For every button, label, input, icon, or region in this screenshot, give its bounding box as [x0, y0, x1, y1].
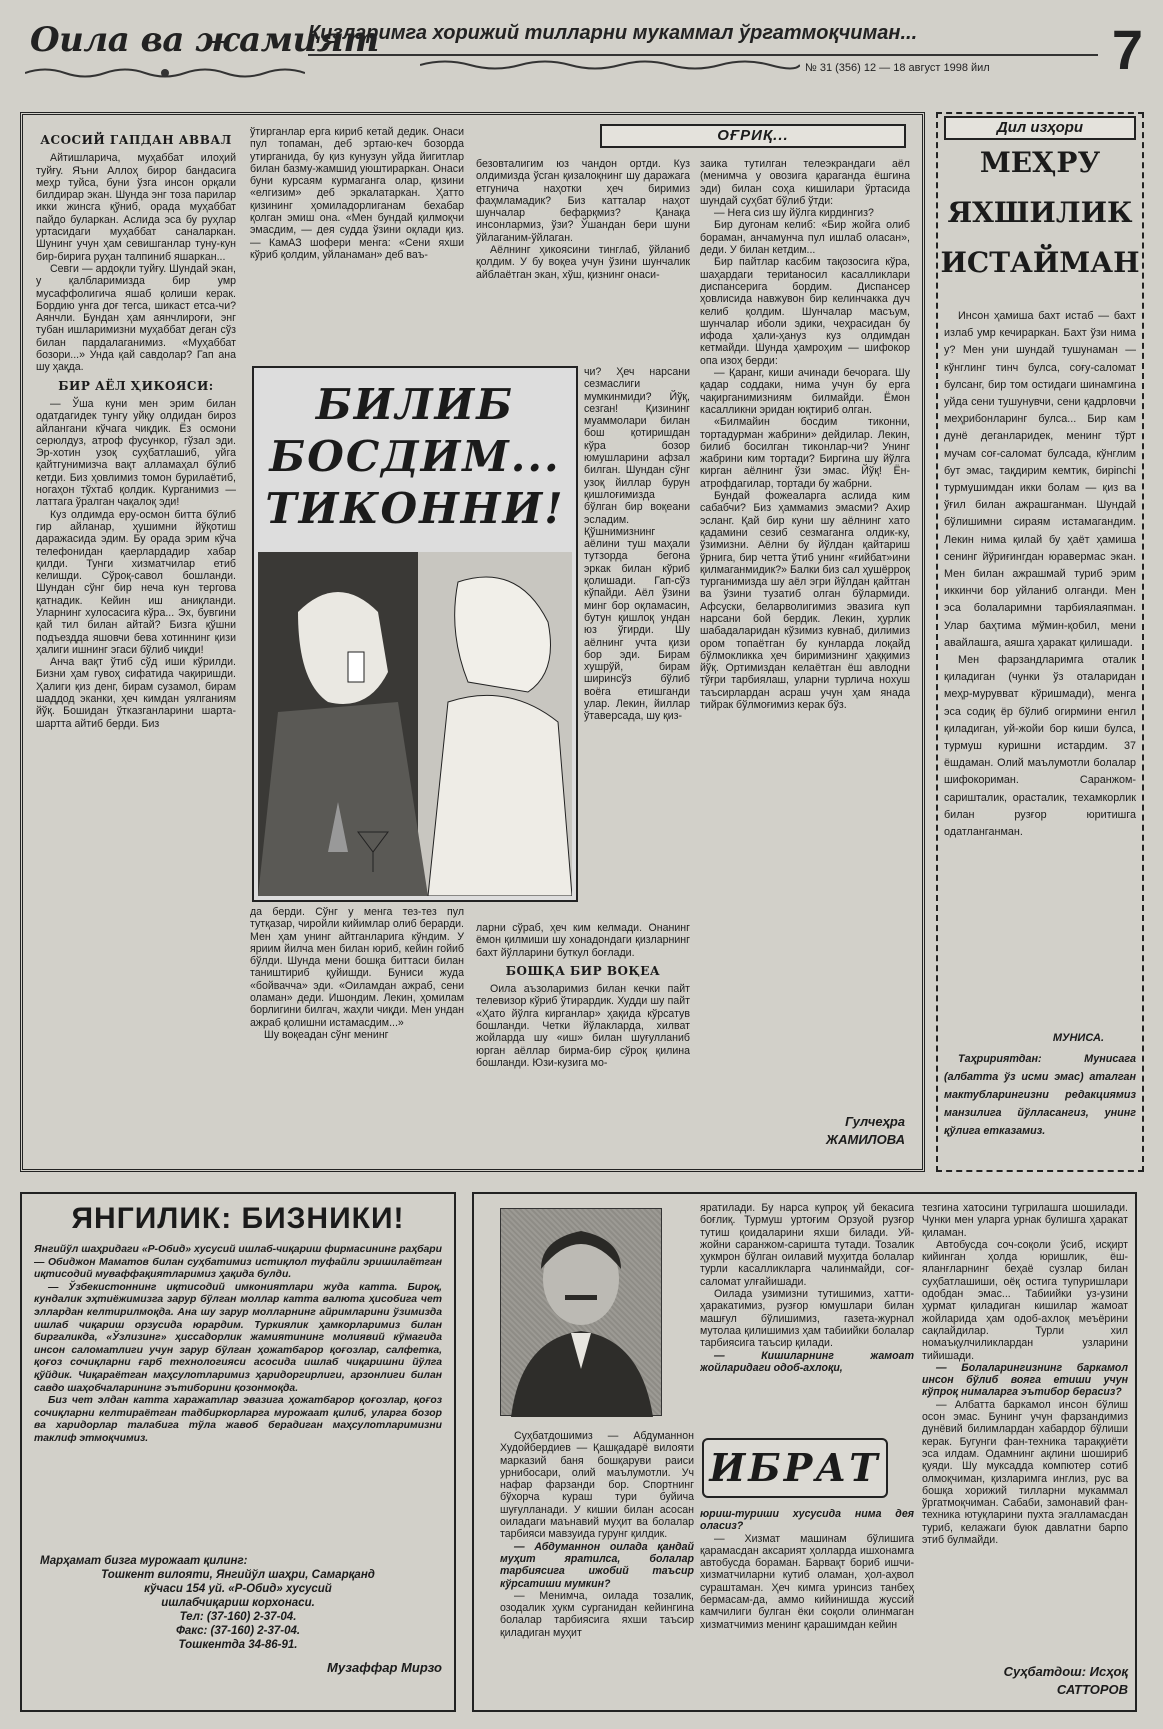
sidebar-label: Дил изҳори [996, 119, 1084, 136]
article1-subheading2: БОШҚА БИР ВОҚЕА [505, 963, 661, 978]
article1-col1 [36, 128, 236, 1168]
article1-col3-narrow-text: чи? Ҳеч нарсани сезмаслиги мумкинмиди? Йўқ, сезган! Қизининг муаммолари билан бош қотиришдан кўра бозор юмушларини афзал билган. Шундан сўнг узоқ йиллар бурун қишлоғимизда бўлган бир воқеани эсладим. Қўшнимизнинг аёлини туш маҳали тутзорда бегона эркак билан кўриб қолишади. Гап-сўз кўпайди. Аёл ўзини минг бор оқламасин, бутун қишлоқ ундан юз ўгирди. Шу аёлнинг учта қизи бор эди. Бирам хушрўй, бирам ширинсўз бўлиб воёга етишганди улар. Лекин, йиллар ўтаверсада, шу қиз- [584, 366, 690, 723]
page-number: 7 [1111, 18, 1144, 81]
issue-line: № 31 (356) 12 — 18 август 1998 йил [805, 62, 990, 74]
ogriq-label-box [600, 124, 906, 148]
article1-p4: Куз олдимда еру-осмон битта бўлиб гир айланар, ҳушимни йўқотиш даражасида эдим. Бу орада эрим кўча телефонидан қаерлардадир хабар қилди. Тунги хизматчилар етиб келишди. Сўроқ-савол бошланди. Шундан сўнг бир неча кун тергова қатнадик. Кейин иш аниқланди. Уларнинг хулосасига кўра... Эх, бувгини қай тил билан айтай? Бизга қўшни подъездда яшовчи бева хотиннинг қизи ҳалиги ишнинг эгаси бўлиб чиқди! [36, 508, 236, 656]
ibrat-label: ИБРАТ [709, 1445, 881, 1490]
ibrat-box [702, 1438, 888, 1498]
interview-q2: — Кишиларнинг жамоат жойларидаги одоб-ахлоқи, [700, 1349, 914, 1374]
ad-contact [34, 1554, 442, 1652]
article1-subheading: БИР АЁЛ ҲИКОЯСИ: [58, 378, 214, 393]
article1-author-last: ЖАМИЛОВА [826, 1132, 905, 1147]
ad-addr3: ишлабчиқариш корхонаси. [161, 1597, 315, 1609]
article1-col2-top [250, 126, 464, 376]
article1-col3-top [476, 158, 690, 362]
article1-heading: АСОСИЙ ГАПДАН АВВАЛ [40, 133, 232, 147]
interview-col3-p3: — Албатта баркамол инсон бўлиш осон эмас. Бунинг учун фарзандимиз дунёвий билимлардан хабардор бўлиши керак. Бугунги фан-техника тараққиёти эса илдам. Одамнинг ақлини шошириб қуяди. Шу муксадда компютер сотиб олмоқчиман, қизларимга инглиз, рус ва бошқа хорижий тилларни мукаммал ўргатмоқчиман. Сабаби, замонавий фан-техника ютуқларини пухта эгалламасдан туриб, келажаги буюк давлатни барпо этиб булмайди. [922, 1398, 1128, 1547]
big-title-line1: БИЛИБ [315, 380, 515, 429]
interview-col2-p2: Оилада узимизни тутишимиз, хатти-ҳаракатимиз, рузғор юмушлари билан машғул бўлишимиз, газета-журнал мутолаа қилишимиз ҳам табиийки болалар тарбиясига таъсир қилади. [700, 1288, 914, 1350]
interview-author-last: САТТОРОВ [1056, 1682, 1128, 1697]
ad-addr2: кўчаси 154 уй. «Р-Обид» хусусий [144, 1583, 332, 1595]
article1-col3-narrow [584, 366, 690, 920]
illustration [258, 552, 572, 896]
article1-col3-bottom-text: ларни сўраб, ҳеч ким келмади. Онанинг ёмон қилмиши шу хонадондаги қизларнинг бахт йўлларини буткул боғлади. [476, 922, 690, 959]
headline: Қизларимга хорижий тилларни мукаммал ўргатмоқчиман... [308, 22, 918, 44]
interview-q3: — Болаларингизнинг баркамол инсон бўлиб вояга етиши учун кўпроқ нималарга эътибор берасиз? [922, 1361, 1128, 1399]
article1-col4-p7: Бундай фожеаларга аслида ким сабабчи? Биз ҳаммамиз эмасми? Ахир эсланг. Қай бир куни шу аёлнинг хато қадамини сезиб сезмаганга олдик-ку, ўзимизни. Аёлни бу йўлдан қайтариш ўрнига, бир четта ўтиб унинг «ғийбат»ини қилмаганмидик?» Балки биз сал ҳушёрроқ турганимизда шу аёл эгри йўлдан қайтган ва ўзини тузатиб олган бўлармиди. Афсуски, беларволигимиз эвазига куп нарсани бой бердик. Лекин, ҳурлик шабадаларидан кўзимиз кувнаб, дилимиз ором топаётган бу кунларда лоқайд бўлмокликка ҳеч биримизнинг ҳаққимиз йўқ. Ортимиздан келаётган ёш авлодни тўғри тарбиялаш, уларни турлича ноxуш таъсирлардан асраш учун ҳам янада тийрак бўлмоғимиз керак бўз. [700, 490, 910, 712]
ad-intro: Янгийўл шаҳридаги «Р-Обид» хусусий ишлаб-чиқариш фирмасининг раҳбари — Обиджон Маматов билан суҳбатимиз истиқлол туфайли эришилаётган иқтисодий муваффақиятларимиз ҳақида булди. [34, 1244, 442, 1281]
article1-col2-top-text: ўтирганлар ерга кириб кетай дедик. Онаси пул топаман, деб эртаю-кеч бозорда утирганида, бу қиз кунузун уйда йигитлар билан базму-жамшид уюштираркан. Онаси буни курсаям курмаганга олар, қизини «елгизим» деб эркалатаркан. Ҳатто қизининг ҳомиладорлиганам бехабар қолган эмиш она. «Мен бундай қилмоқчи эмасдим, — дея судда ўзини оқлади қиз. — КамАЗ шофери менга: «Сени яхши кўриб қолдим, уйланаман» деб ваъ- [250, 126, 464, 261]
article1-col4-p2: — Нега сиз шу йўлга кирдингиз? [714, 207, 874, 220]
ad-contact-heading: Марҳамат бизга мурожаат қилинг: [40, 1555, 248, 1567]
interview-a1: — Менимча, оилада тозалик, озодалик ҳукм сурганидан кейингина болалар тарбиясига яхши таъсир қиладиган муҳит [500, 1589, 694, 1639]
article1-col4-p3: Бир дугонам келиб: «Бир жойга олиб бораман, анчамунча пул ишлаб оласан», деди. У билан кетдим... [700, 219, 910, 257]
interview-col3-p1: тезгина хатосини тугрилашга шошилади. Чунки мен уларга урнак булишга ҳаракат қиламан. [922, 1202, 1128, 1239]
ad-author: Музаффар Мирзо [327, 1660, 442, 1675]
article1-col2-bottom-text: да берди. Сўнг у менга тез-тез пул тутқазар, чиройли кийимлар олиб берарди. Мен ҳам унинг айтганларига кўндим. У яриим йилча мен билан юриб, кейин гойиб бўлди. Шунда мени бошқа биттаси билан таништириб қуйишди. Буниси жуда «бойвачча» эди. «Оиламдан ажраб, сени оламан» деди. Ишондим. Лекин, ҳомилам борлигини билгач, жаҳли чиқди. Мен ундан ажраб қолишни истамасдим...» [250, 906, 464, 1029]
article1-col3-top-text: безовталигим юз чандон ортди. Куз олдимизда ўсган қизалоқнинг шу даражага етгунича наҳотки ҳеч биримиз фаҳмламадик? Биз катталар наҳот шунчалар бефарқмиз? Қанақа инсонлармиз, ўзи? Ўшандан бери шуни ўйлаганим-ўйлаган. [476, 158, 690, 244]
interview-author-first: Суҳбатдош: Исҳоқ [1003, 1664, 1128, 1679]
interview-q1: — Абдуманнон оилада қандай муҳит яратилса, болалар тарбиясига ижобий таъсир кўрсатиши мумкин? [500, 1540, 694, 1590]
sidebar-title-line3: ИСТАЙМАН [940, 246, 1140, 279]
article1-p1: Айтишларича, муҳаббат илоҳий туйғу. Яъни Аллоҳ бирор бандасига меҳр туйса, буни ўзга инсон орқали билдирар экан. Шунда энг тоза парилар икки жинсга қўниб, орада муҳаббат пайдо буларкан. Аслида эса бу руҳлар уртасидаги муҳаббат саналаркан. Шунинг учун ҳам севишганлар туну-кун бир-бирига руҳан талпиниб яшаркан... [36, 152, 236, 263]
interview-col2-p3: — Хизмат машинам бўлишига қарамасдан аксарият ҳолларда ишхонамга автобусда бораман. Барвақт бориб ишчи-хизматчиларни кутиб оламан, ҳол-аҳвол сураштаман. Ҳеч кимга уринсиз танбеҳ бермасам-да, аммо кийинишда жуссий камчилиги булган ёки соқоли олинмаган хизматчимиз менинг қарашимдан кейин [700, 1532, 914, 1631]
article1-col3-bottom [476, 922, 690, 1162]
ad-fax: Факс: (37-160) 2-37-04. [175, 1625, 301, 1637]
article1-col4-p5: — Қаранг, киши ачинади бечорага. Шу қадар соддаки, нима учун бу ерга чақирганимизниям билмайди. Ёмон касалликни эридан юқтириб олган. [700, 367, 910, 416]
ogriq-label: ОҒРИҚ... [717, 127, 789, 144]
big-title-line2: БОСДИМ... [269, 432, 561, 481]
ornament-left-icon [25, 66, 305, 80]
article1-col4-p4: Бир пайтлар касбим тақозосига кўра, шаҳардаги териtаносил касалликлари диспансерига бордим. Диспансер ҳовлисида навжувон бир келинчакка дуч келиб қолдим. Шунчалар масъум, шунчалар иболи эдики, чеҳрасидан бу ифода ҳали-ҳануз куз олдимдан кетмайди. Шунда ҳамроҳим — шифокор опа изоҳ берди: [700, 256, 910, 367]
sidebar-author: МУНИСА. [1052, 1032, 1104, 1044]
article1-col3-p4: Оила аъзоларимиз билан кечки пайт телевизор кўриб ўтирардик. Худди шу пайт «Ҳато йўлга кирганлар» ҳақида кўрсатув бошланди. Четки йўлакларда, хилват жойларда шу «иш» билан шуғулланиб юрган аёллар бирма-бир сўроқ қилина бошланди. Юзи-кузига мо- [476, 983, 690, 1069]
sidebar-p2: Мен фарзандларимга оталик қиладиган (чунки ўз оталаридан меҳр-мурувват кўришмади), менга эса содиқ ёр бўлиб огирмини енгил қиладиган, уй-жойи бор киши булса, турмуш куришни истардим. 37 ёшдаман. Олий маълумотли болалар шифокориман. Саранжом-саришталик, орасталик, теxамкорлик билан рузғор юритишга одатланганман. [944, 654, 1136, 839]
article1-p5: Анча вақт ўтиб сўд иши кўрилди. Бизни ҳам гувоҳ сифатида чақиришди. Ҳалиги қиз денг, бирам сузамол, бирам шаддод эканки, ҳеч кимдан уялганиям йўқ. Бошидан ўтказганларини шарта-шартта айтиб берди. Биз [36, 656, 236, 730]
interview-col3-p2: Автобусда соч-соқоли ўсиб, исқирт кийинган ҳолда юришлик, ёш-яланғларнинг беҳаё сузлар билан суҳбатлашиши, оёқ остига тупуришлари одобдан эмас... Табиийки уз-узини ҳурмат қиладиган кишилар жамоат жойларида ҳам одоб-ахлоқ меъёрини сақлайдилар. Турли хил номаъқулчиликлардан узларини тийишади. [922, 1238, 1128, 1362]
ad-title: ЯНГИЛИК: БИЗНИКИ! [71, 1202, 405, 1235]
sidebar-title-line2: ЯХШИЛИК [947, 196, 1133, 229]
interview-q2b: юриш-туриши хусусида нима дея оласиз? [700, 1508, 914, 1533]
masthead [0, 0, 1163, 100]
article1-author-first: Гулчеҳра [845, 1114, 905, 1129]
ad-tel: Тел: (37-160) 2-37-04. [179, 1611, 297, 1623]
sidebar-title-line1: МЕҲРУ [979, 146, 1101, 179]
interview-col3 [922, 1202, 1128, 1662]
interview-col1-text [500, 1430, 694, 1702]
sidebar-editor-note: Таҳририятдан: Мунисага (албатта ўз исми эмас) аталган мактубларингизни редакциямиз манзилига йўлласангиз, унинг қўлига етказамиз. [944, 1053, 1136, 1137]
article1-col4-p1: заика тутилган телеэкрандаги аёл (менимча у овозига қараганда ёшгина эди) билан соҳа кишилари ўртасида шундай суҳбат бўлиб ўтди: [700, 158, 910, 207]
ornament-right-icon [420, 58, 800, 72]
sidebar-label-box [944, 116, 1136, 140]
article1-col3-p2: Аёлнинг ҳикоясини тинглаб, ўйланиб қолдим. У бу воқеа учун ўзини шунчалик айблаётган экан, хўш, қизнинг онаси- [476, 244, 690, 281]
big-title-line3: ТИКОННИ! [265, 484, 565, 533]
ad-body [34, 1244, 442, 1544]
ad-tashkent: Тошкентда 34-86-91. [178, 1639, 298, 1651]
interview-caption: Суҳбатдошимиз — Абдуманнон Худойбердиев — Қашқадарё вилояти марказий баня бошқаруви раиси урнибосари, олий маълумотли. Уч нафар фарзанди бор. Спортнинг бўхорча кураш тури буйича шуғулланади. У кишии билан асосан оиладаги маънавий муҳит ва болалар тарбияси мавзуида гурунг қилдик. [500, 1430, 694, 1541]
article1-col2-bottom [250, 906, 464, 1156]
article1-p3: — Ўша куни мен эрим билан одатдагидек тунгу уйқу олдидан бироз айлангани кўчага чиқдик. Ёз осмони серюлдуз, атроф фусункор, гўзал эди. Эр-хотин узоқ суҳбатлашиб, уйга қайтгунимизча вақт алламаҳал бўлиб кетди. Биз ҳовлимиз томон бурилаётиб, ногаҳон тўхтаб қолдик. Курганимиз — латтага ўралган чақалоқ эди! [36, 397, 236, 509]
article1-col4-p6: «Билмайин босдим тиконни, тортадурман жабрини» дейдилар. Лекин, билиб босилган тиконлар-чи? Унинг жабрини ким тортади? Биргина шу йўлга кирган аёлнинг ўзи эмас. Йўқ! Ён-атрофдагилар, тортади бу жабрни. [700, 416, 910, 490]
sidebar-p1: Инсон ҳамиша бахт истаб — бахт излаб умр кечираркан. Бахт ўзи нима у? Мен уни шундай тушунаман — кўнглинг тинч булса, соғу-саломат булсанг, бир том остидаги шинамгина уйда сени тушунувчи, сени қадрловчи меҳрибонларинг булса... Бир кам дунё деганларидек, менинг тўрт мучам соғ-саломат булсада, кўнглим бут эмас, тақдирим кемтик, бирinchi турмушимдан икки болам — қиз ва ўғил билан ажрашганман. Шундай бўлишимни сираям истамагандим. Лекин нима қилай бу ҳаёт ҳамиша сенинг йўриғингдан юравермас экан. Мен билан ажрашмай туриб эрим иккинчи бор уйланиб олганди. Мен эса болаларимни тарбиялаяпман. Улар баҳтима мўмин-қобил, мени авайлашга, аяшга ҳаракат қилишади. [944, 310, 1136, 649]
interview-col2-top [700, 1202, 914, 1430]
article1-col2-last: Шу воқеадан сўнг менинг [264, 1028, 389, 1041]
article1-col4 [700, 158, 910, 1108]
ad-p2: Биз чет элдан катта харажатлар эвазига ҳожатбарор қоғозлар, қоғоз сочиқларни келтираётган тадбиркорларга мурожаат қилиб, уларга бозор ва харидорлар талабига тўла жавоб берадиган маҳсулотларимизни таклиф этмоқчимиз. [34, 1395, 442, 1444]
ad-addr1: Тошкент вилояти, Янгийўл шаҳри, Самарқанд [101, 1569, 375, 1581]
sidebar-body [944, 308, 1136, 1028]
section-logo: Оила ва жамият [30, 20, 379, 60]
ad-p1: — Ўзбекистоннинг иқтисодий имкониятлари жуда катта. Бироқ, кундалик эҳтиёжимизга зарур бўлган моллар катта валюта ҳисобига чет эллардан келтирилмоқда. Ана шу зарур молларнинг айримларини ўзимизда ишлаб чиқариш орзусида юрардим. Туркиялик ҳамкорларимиз билан биргаликда, «Ўзлизинг» ҳиссадорлик жамиятининг молиявий кўмагида инсон саломатлиги учун зарур бўлган ҳожатбарор қоғозлар, салфетка, қоғоз сочиқларни ғарб технологияси асосида ишлаб чиқаришни йўлга қўйдик. Чиқараётган маҳсулотларимиз ҳаридоргирлиги, арзонлиги билан савдо шаҳобчаларининг эътиборини қозонмоқда. [34, 1281, 442, 1394]
masthead-rule [308, 54, 1098, 56]
article1-p2: Севги — ардоқли туйғу. Шундай экан, у қалбларимизда бир умр мусаффолигича яшаб қолиши керак. Бордию унга доғ тегса, шикаст етса-чи? Аянчли. Бундан ҳам аянчлироғи, энг тубан ишларимизни муҳаббат деган сўз билан пардалаганимиз. «Муҳаббат бозори...» Унда қай савдолар? Гап ана шу ҳақда. [36, 262, 236, 374]
portrait-photo [500, 1208, 662, 1416]
interview-col2-bottom [700, 1508, 914, 1704]
interview-col2-p1: яратилади. Бу нарса купроқ уй бекасига боғлиқ. Турмуш уртоғим Орзуой рузғор тутиш қоидаларини яхши билади. Уй-жойни саранжом-саришта тутади. Тозалик ҳукмрон бўлган оилавий муҳитда болалар турли касалликларга чалинмайди, соғ-саломат улғайишади. [700, 1202, 914, 1288]
